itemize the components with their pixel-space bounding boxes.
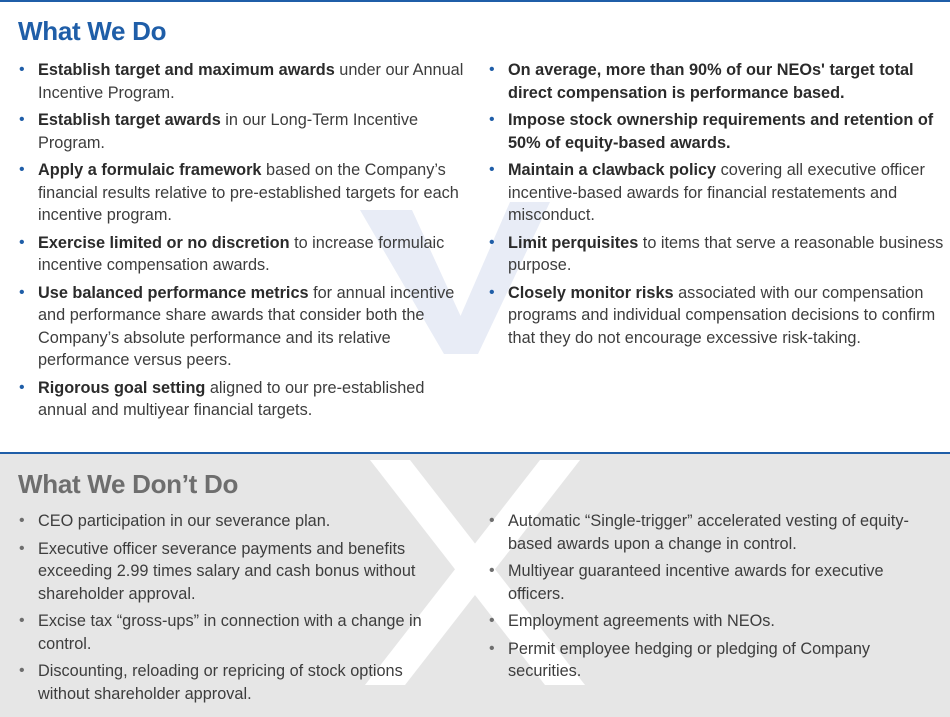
list-item bbox=[488, 232, 946, 277]
bullet-icon: • bbox=[19, 161, 25, 178]
item-text: Multiyear guaranteed incentive awards for executive officers. bbox=[508, 562, 884, 603]
item-text: covering all executive officer incentive-based awards for financial restatements and misconduct. bbox=[508, 161, 925, 224]
item-bold-text: Apply a formulaic framework bbox=[38, 161, 262, 179]
list-item bbox=[18, 377, 473, 422]
bullet-icon: • bbox=[19, 283, 25, 301]
what-we-dont-do-section bbox=[0, 452, 950, 717]
what-we-dont-do-left-column bbox=[18, 510, 458, 710]
item-text: for annual incentive and performance share awards that consider both the Company’s absolute performance and its relative performance versus peers. bbox=[38, 283, 455, 369]
bullet-icon: • bbox=[489, 111, 495, 128]
item-text: to increase formulaic incentive compensation awards. bbox=[38, 233, 445, 274]
list-item bbox=[18, 109, 473, 154]
item-text: Discounting, reloading or repricing of stock options without shareholder approval. bbox=[38, 662, 403, 703]
list-item bbox=[18, 159, 473, 227]
bullet-icon: • bbox=[489, 612, 495, 629]
list-item bbox=[488, 59, 946, 104]
bullet-icon: • bbox=[489, 283, 495, 301]
bullet-icon: • bbox=[19, 378, 25, 396]
list-item bbox=[18, 610, 458, 655]
list-item bbox=[488, 282, 946, 350]
item-text: associated with our compensation programs and individual compensation decisions to confirm that they do not encourage excessive risk-taking. bbox=[508, 283, 936, 347]
item-bold-text: Use balanced performance metrics bbox=[38, 283, 309, 302]
item-bold-text: Establish target awards bbox=[38, 111, 221, 129]
list-item bbox=[488, 610, 928, 633]
bullet-icon: • bbox=[19, 111, 25, 128]
what-we-dont-do-right-list bbox=[488, 510, 928, 683]
list-item bbox=[18, 538, 458, 606]
what-we-do-left-column bbox=[18, 59, 473, 427]
item-text: Executive officer severance payments and benefits exceeding 2.99 times salary and cash bonus without shareholder approval. bbox=[38, 539, 416, 603]
what-we-dont-do-title: What We Don’t Do bbox=[18, 469, 239, 499]
item-bold-text: Limit perquisites bbox=[508, 233, 639, 252]
list-item bbox=[488, 510, 928, 555]
what-we-do-left-list bbox=[18, 59, 473, 422]
item-text: in our Long-Term Incentive Program. bbox=[38, 111, 419, 152]
bullet-icon: • bbox=[489, 562, 495, 579]
bullet-icon: • bbox=[19, 662, 25, 679]
item-text: aligned to our pre-established annual and multiyear financial targets. bbox=[38, 378, 425, 419]
bullet-icon: • bbox=[19, 612, 25, 629]
list-item bbox=[18, 282, 473, 372]
bullet-icon: • bbox=[19, 233, 25, 251]
item-bold-text: Rigorous goal setting bbox=[38, 378, 206, 397]
bullet-icon: • bbox=[489, 512, 495, 529]
item-text: under our Annual Incentive Program. bbox=[38, 61, 464, 102]
item-bold-text: On average, more than 90% of our NEOs' target total direct compensation is performance based. bbox=[508, 61, 914, 102]
list-item bbox=[18, 510, 458, 533]
bullet-icon: • bbox=[489, 639, 495, 657]
list-item bbox=[488, 638, 928, 683]
item-text: Automatic “Single-trigger” accelerated vesting of equity-based awards upon a change in control. bbox=[508, 512, 909, 553]
what-we-do-title: What We Do bbox=[18, 16, 167, 46]
item-text: Excise tax “gross-ups” in connection with a change in control. bbox=[38, 612, 422, 653]
item-bold-text: Exercise limited or no discretion bbox=[38, 233, 290, 252]
what-we-dont-do-left-list bbox=[18, 510, 458, 705]
bullet-icon: • bbox=[489, 161, 495, 178]
list-item bbox=[18, 232, 473, 277]
list-item bbox=[488, 159, 946, 227]
item-text: CEO participation in our severance plan. bbox=[38, 512, 331, 530]
what-we-dont-do-right-column bbox=[488, 510, 928, 688]
list-item bbox=[488, 109, 946, 154]
bullet-icon: • bbox=[489, 233, 495, 251]
item-text: Employment agreements with NEOs. bbox=[508, 612, 775, 630]
bullet-icon: • bbox=[19, 61, 25, 78]
list-item bbox=[18, 660, 458, 705]
list-item bbox=[18, 59, 473, 104]
item-text: Permit employee hedging or pledging of Company securities. bbox=[508, 639, 871, 680]
bullet-icon: • bbox=[19, 539, 25, 557]
what-we-do-right-list bbox=[488, 59, 946, 349]
item-bold-text: Impose stock ownership requirements and retention of 50% of equity-based awards. bbox=[508, 111, 934, 152]
bullet-icon: • bbox=[19, 512, 25, 529]
what-we-do-right-column bbox=[488, 59, 946, 354]
bullet-icon: • bbox=[489, 61, 495, 78]
item-text: based on the Company’s financial results relative to pre-established targets for each incentive program. bbox=[38, 161, 459, 224]
item-text: to items that serve a reasonable business purpose. bbox=[508, 233, 944, 274]
list-item bbox=[488, 560, 928, 605]
item-bold-text: Establish target and maximum awards bbox=[38, 61, 335, 79]
item-bold-text: Maintain a clawback policy bbox=[508, 161, 717, 179]
item-bold-text: Closely monitor risks bbox=[508, 283, 674, 302]
